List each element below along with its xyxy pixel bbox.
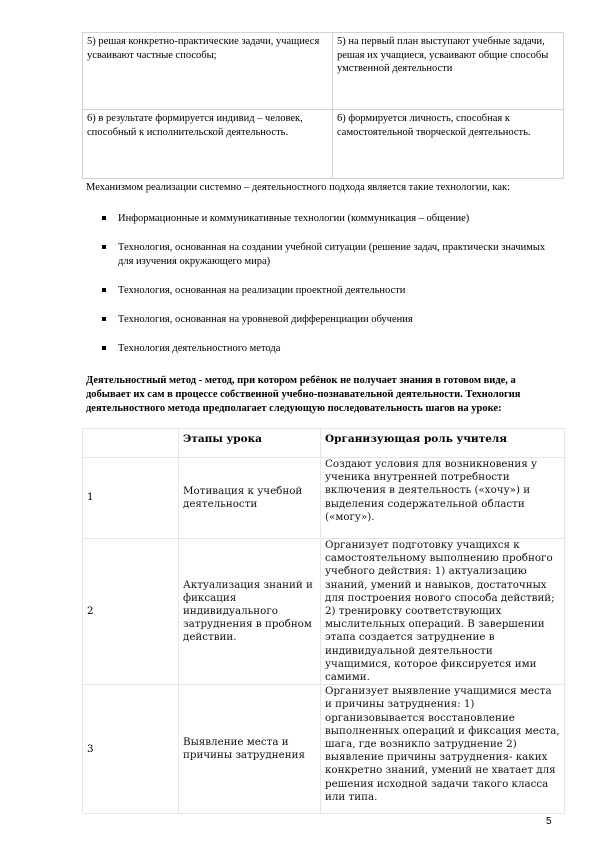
comparison-table [82, 32, 564, 179]
table-row [83, 539, 565, 685]
stage-name: Выявление места и причины затруднения [179, 685, 321, 814]
table-row [83, 685, 565, 814]
list-item [86, 284, 556, 298]
stage-number: 3 [83, 685, 179, 814]
header-stage: Этапы урока [179, 429, 321, 458]
square-bullet-icon [102, 317, 106, 321]
intro-paragraph: Механизмом реализации системно – деятельностного подхода является такие технологии, как: [86, 182, 511, 193]
list-item-text: Технология, основанная на реализации проектной деятельности [118, 284, 406, 296]
comparison-cell-left: 5) решая конкретно-практические задачи, учащиеся усваивают частные способы; [83, 33, 333, 110]
square-bullet-icon [102, 245, 106, 249]
teacher-role: Организует выявление учащимися места и причины затруднения: 1) организовывается восстановление выполненных операций и фиксация места, шага, где возникло затруднение 2) выявление причины затруднения- каких конкретно знаний, умений не хватает для решения исходной задачи такого класса или типа. [321, 685, 565, 814]
comparison-row [83, 33, 564, 110]
comparison-cell-right: 5) на первый план выступают учебные задачи, решая их учащиеся, усваивают общие способы умственной деятельности [333, 33, 564, 110]
method-paragraph: Деятельностный метод - метод, при котором ребёнок не получает знания в готовом виде, а добывает их сам в процессе собственной учебно-познавательной деятельности. Технология деятельностного метода предполагает следующую последовательность шагов на уроке: [86, 375, 521, 414]
square-bullet-icon [102, 346, 106, 350]
list-item-text: Технология, основанная на создании учебной ситуации (решение задач, практически значимых для изучения окружающего мира) [118, 242, 546, 267]
page-number: 5 [546, 816, 552, 827]
square-bullet-icon [102, 288, 106, 292]
stage-name: Мотивация к учебной деятельности [179, 458, 321, 539]
list-item-text: Информационные и коммуникативные технологии (коммуникация – общение) [118, 213, 470, 224]
table-header-row [83, 429, 565, 458]
comparison-row [83, 110, 564, 179]
header-number [83, 429, 179, 458]
list-item [86, 241, 556, 268]
list-item-text: Технология деятельностного метода [118, 342, 281, 354]
square-bullet-icon [102, 216, 106, 220]
comparison-cell-right: 6) формируется личность, способная к самостоятельной творческой деятельность. [333, 110, 564, 179]
list-item [86, 212, 556, 226]
teacher-role: Организует подготовку учащихся к самостоятельному выполнению пробного учебного действия: 1) актуализацию знаний, умений и навыков, достаточных для построения нового способа действий; 2) тренировку соответствующих мыслительных операций. В завершении этапа создается затруднение в индивидуальной деятельности учащимися, которое фиксируется ими самими. [321, 539, 565, 685]
list-item [86, 342, 556, 356]
technologies-list [86, 212, 556, 371]
header-role: Организующая роль учителя [321, 429, 565, 458]
stage-number: 2 [83, 539, 179, 685]
table-row [83, 458, 565, 539]
list-item-text: Технология, основанная на уровневой дифференциации обучения [118, 313, 413, 325]
list-item [86, 313, 556, 327]
comparison-cell-left: 6) в результате формируется индивид – человек, способный к исполнительской деятельность. [83, 110, 333, 179]
lesson-stages-table [82, 428, 565, 814]
teacher-role: Создают условия для возникновения у ученика внутренней потребности включения в деятельность («хочу») и выделения содержательной области («могу»). [321, 458, 565, 539]
stage-number: 1 [83, 458, 179, 539]
stage-name: Актуализация знаний и фиксация индивидуального затруднения в пробном действии. [179, 539, 321, 685]
